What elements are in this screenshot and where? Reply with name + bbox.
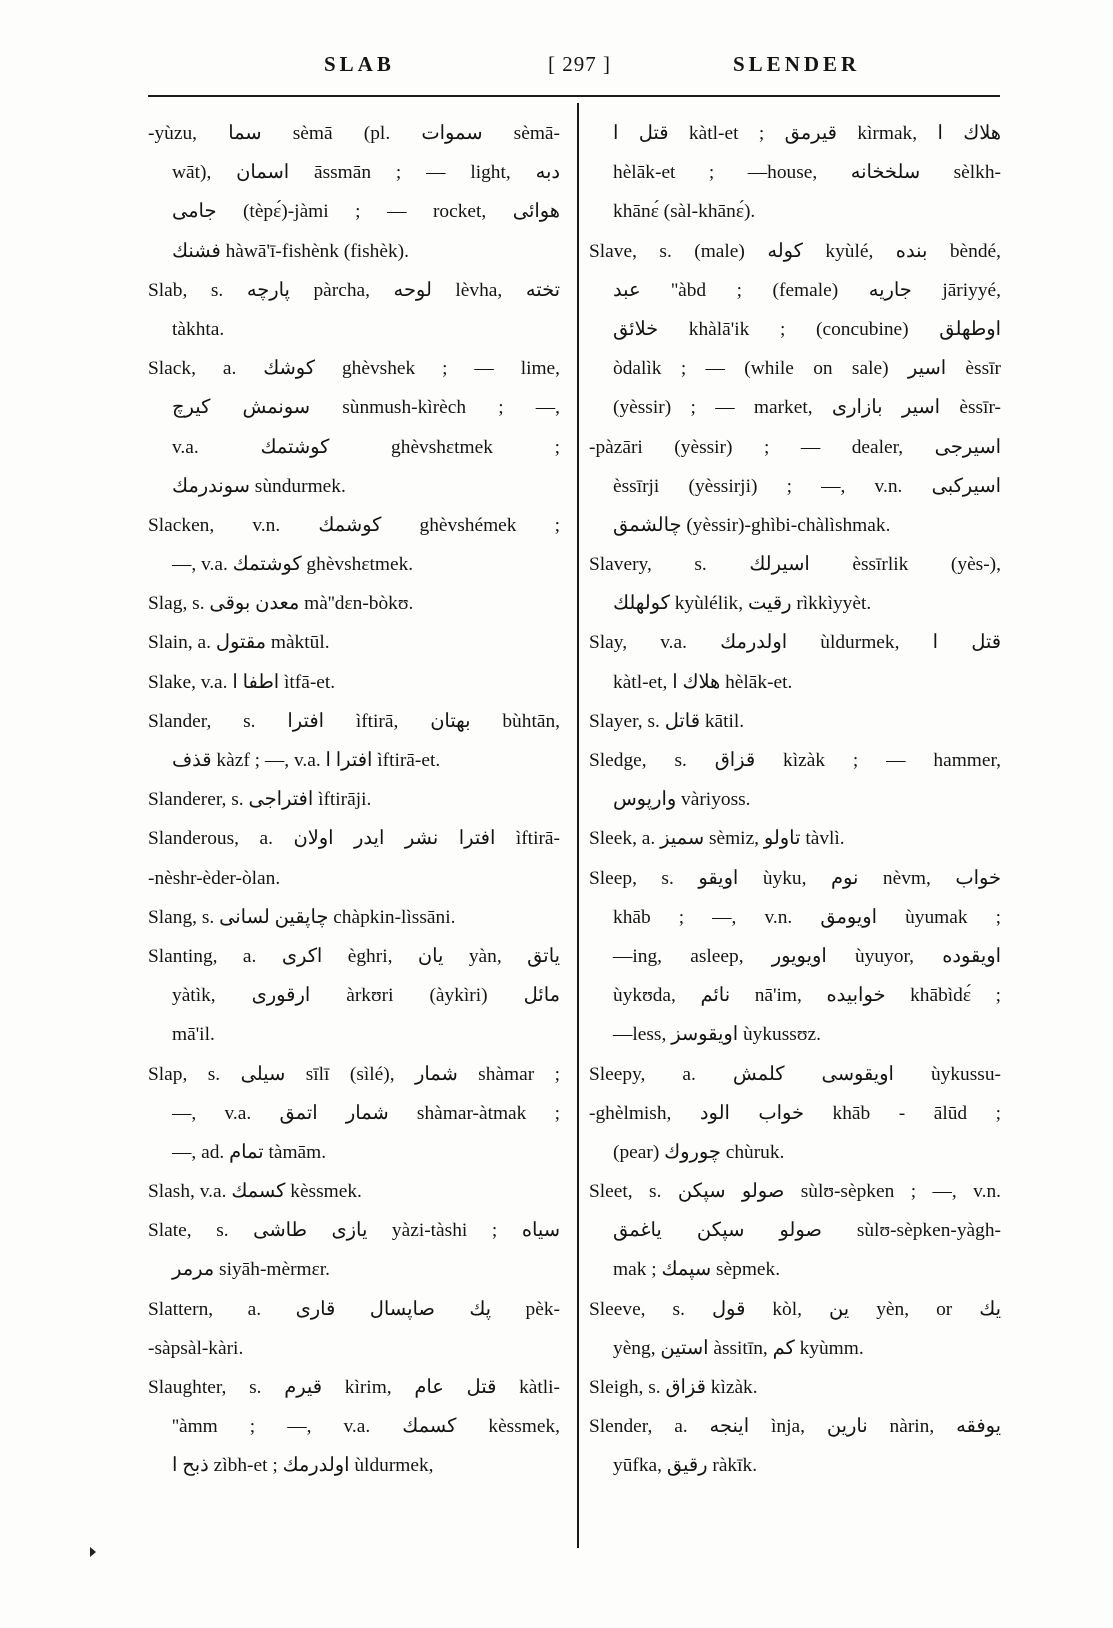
entry-line: قذف kàzf ; —, v.a. افترا ا ìftirā-et. bbox=[172, 750, 441, 771]
entry-line: Sleek, a. سمیز sèmiz, تاولو tàvlì. bbox=[589, 828, 845, 850]
entry-line: —, v.a. شمار اتمق shàmar-àtmak ; bbox=[172, 1102, 560, 1124]
page-number: [ 297 ] bbox=[548, 52, 611, 76]
entry-line: كولهلك kyùlélik, رقيت rìkkìyyèt. bbox=[613, 593, 872, 615]
entry-line: -nèshr-èder-òlan. bbox=[148, 867, 281, 889]
entry-line: Slave, s. (male) كوله kyùlé, بنده bèndé, bbox=[589, 240, 1001, 262]
margin-mark bbox=[90, 1547, 96, 1557]
entry-line: -yùzu, سما sèmā (pl. سموات sèmā- bbox=[148, 123, 560, 144]
entry-line: yèng, استين àssitīn, كم kyùmm. bbox=[613, 1337, 864, 1359]
entry-line: Slap, s. سيلى sīlī (sìlé), شمار shàmar ; bbox=[148, 1063, 560, 1085]
entry-line: -sàpsàl-kàri. bbox=[148, 1337, 244, 1359]
entry-line: —, v.a. كوشتمك ghèvshɛtmek. bbox=[172, 554, 414, 576]
entry-line: Slay, v.a. اولدرمك ùldurmek, قتل ا bbox=[589, 632, 1001, 654]
header-rule bbox=[148, 95, 1000, 97]
entry-line: Sleepy, a. اويقوسى كلمش ùykussu- bbox=[589, 1063, 1001, 1085]
entry-line: (yèssir) ; — market, اسير بازارى èssīr- bbox=[613, 397, 1001, 419]
entry-line: Sleet, s. صولو سپكن sùlʊ-sèpken ; —, v.n. bbox=[589, 1181, 1001, 1203]
entry-line: خلائق khàlā'ik ; (concubine) اوطهلق bbox=[613, 318, 1001, 340]
header-first-word: SLAB bbox=[324, 52, 395, 76]
entry-line: Slanderous, a. افترا نشر ايدر اولان ìftirā- bbox=[148, 828, 560, 850]
entry-line: Slattern, a. پك صاپسال قارى pèk- bbox=[148, 1298, 560, 1320]
entry-line: èssīrji (yèssirji) ; —, v.n. اسيركبى bbox=[613, 475, 1001, 497]
entry-line: -pàzāri (yèssir) ; — dealer, اسيرجى bbox=[589, 436, 1001, 458]
entry-line: (pear) چوروك chùruk. bbox=[613, 1141, 785, 1163]
entry-line: Slander, s. افترا ìftirā, بهتان bùhtān, bbox=[148, 710, 560, 732]
entry-line: v.a. كوشتمك ghèvshɛtmek ; bbox=[172, 436, 560, 458]
entry-line: وارپوس vàriyoss. bbox=[613, 789, 751, 811]
entry-line: فشنك hàwā'ī-fishènk (fishèk). bbox=[172, 240, 409, 262]
entry-line: mak ; سپمك sèpmek. bbox=[613, 1259, 781, 1281]
entry-line: صولو سپكن ياغمق sùlʊ-sèpken-yàgh- bbox=[613, 1220, 1001, 1242]
entry-line: جامى (tèpɛ́)-jàmi ; — rocket, هوائى bbox=[172, 201, 560, 223]
entry-line: Sleep, s. اويقو ùyku, نوم nèvm, خواب bbox=[589, 867, 1001, 889]
entry-line: —, ad. تمام tàmām. bbox=[172, 1141, 327, 1163]
entry-line: —ing, asleep, اويويور ùyuyor, اويقوده bbox=[613, 945, 1001, 967]
entry-line: مرمر siyāh-mèrmɛr. bbox=[172, 1259, 331, 1281]
entry-line: Slate, s. يازى طاشى yàzi-tàshi ; سياه bbox=[148, 1220, 560, 1242]
entry-line: Slang, s. چاپقين لسانى chàpkin-lìssāni. bbox=[148, 906, 456, 928]
column-divider bbox=[577, 103, 579, 1548]
entry-line: yūfka, رقيق ràkīk. bbox=[613, 1455, 758, 1477]
entry-line: Slag, s. معدن بوقى mà''dɛn-bòkʊ. bbox=[148, 593, 414, 615]
entry-line: سوندرمك sùndurmek. bbox=[172, 475, 346, 497]
entry-line: òdalìk ; — (while on sale) اسير èssīr bbox=[613, 358, 1001, 380]
entry-line: سونمش كيرچ sùnmush-kìrèch ; —, bbox=[172, 397, 560, 419]
entry-line: yàtìk, ارقورى àrkʊri (àykìri) مائل bbox=[172, 985, 560, 1007]
entry-line: khāb ; —, v.n. اويومق ùyumak ; bbox=[613, 906, 1001, 928]
entry-line: Slain, a. مقتول màktūl. bbox=[148, 632, 330, 654]
entry-line: Slanting, a. اكرى èghri, يان yàn, ياتق bbox=[148, 945, 560, 967]
entry-line: Slab, s. پارچه pàrcha, لوحه lèvha, تخته bbox=[148, 279, 560, 301]
entry-line: kàtl-et, هلاك ا hèlāk-et. bbox=[613, 671, 793, 693]
entry-line: Slender, a. اينجه ìnja, نارين nàrin, يوفقه bbox=[589, 1416, 1001, 1438]
entry-line: hèlāk-et ; —house, سلخخانه sèlkh- bbox=[613, 162, 1001, 184]
entry-line: Sledge, s. قزاق kìzàk ; — hammer, bbox=[589, 750, 1001, 771]
entry-line: Slanderer, s. افتراجى ìftirāji. bbox=[148, 789, 372, 811]
entry-line: Slayer, s. قاتل kātil. bbox=[589, 710, 745, 732]
entry-line: ''àmm ; —, v.a. كسمك kèssmek, bbox=[172, 1416, 560, 1438]
entry-line: wāt), اسمان āssmān ; — light, دبه bbox=[172, 162, 560, 184]
entry-line: Slavery, s. اسيرلك èssīrlik (yès-), bbox=[589, 554, 1001, 576]
left-column bbox=[148, 114, 560, 1486]
entry-line: Slacken, v.n. كوشمك ghèvshémek ; bbox=[148, 514, 560, 536]
entry-line: tàkhta. bbox=[172, 318, 225, 340]
entry-line: —less, اويقوسز ùykussʊz. bbox=[613, 1024, 821, 1046]
entry-line: ùykʊda, نائم nā'im, خوابيده khābìdɛ́ ; bbox=[613, 985, 1001, 1007]
entry-line: Slash, v.a. كسمك kèssmek. bbox=[148, 1181, 362, 1203]
entry-line: Slaughter, s. قيرم kìrim, قتل عام kàtli- bbox=[148, 1377, 560, 1398]
entry-line: چالشمق (yèssir)-ghìbi-chàlìshmak. bbox=[613, 514, 891, 536]
entry-line: قتل ا kàtl-et ; قيرمق kìrmak, هلاك ا bbox=[613, 123, 1001, 144]
right-column bbox=[589, 114, 1001, 1486]
entry-line: khānɛ́ (sàl-khānɛ́). bbox=[613, 201, 756, 223]
entry-line: عبد ''àbd ; (female) جاريه jāriyyé, bbox=[613, 279, 1001, 301]
entry-line: -ghèlmish, خواب الود khāb - ālūd ; bbox=[589, 1102, 1001, 1124]
page-header bbox=[148, 52, 1000, 82]
entry-line: Slack, a. كوشك ghèvshek ; — lime, bbox=[148, 358, 560, 380]
entry-line: ذبح ا zìbh-et ; اولدرمك ùldurmek, bbox=[172, 1455, 434, 1477]
entry-line: Slake, v.a. اطفا ا ìtfā-et. bbox=[148, 671, 336, 693]
entry-line: Sleigh, s. قزاق kìzàk. bbox=[589, 1377, 758, 1398]
entry-line: Sleeve, s. قول kòl, ين yèn, or يك bbox=[589, 1298, 1001, 1320]
entry-line: mā'il. bbox=[172, 1024, 215, 1046]
header-last-word: SLENDER bbox=[733, 52, 861, 76]
